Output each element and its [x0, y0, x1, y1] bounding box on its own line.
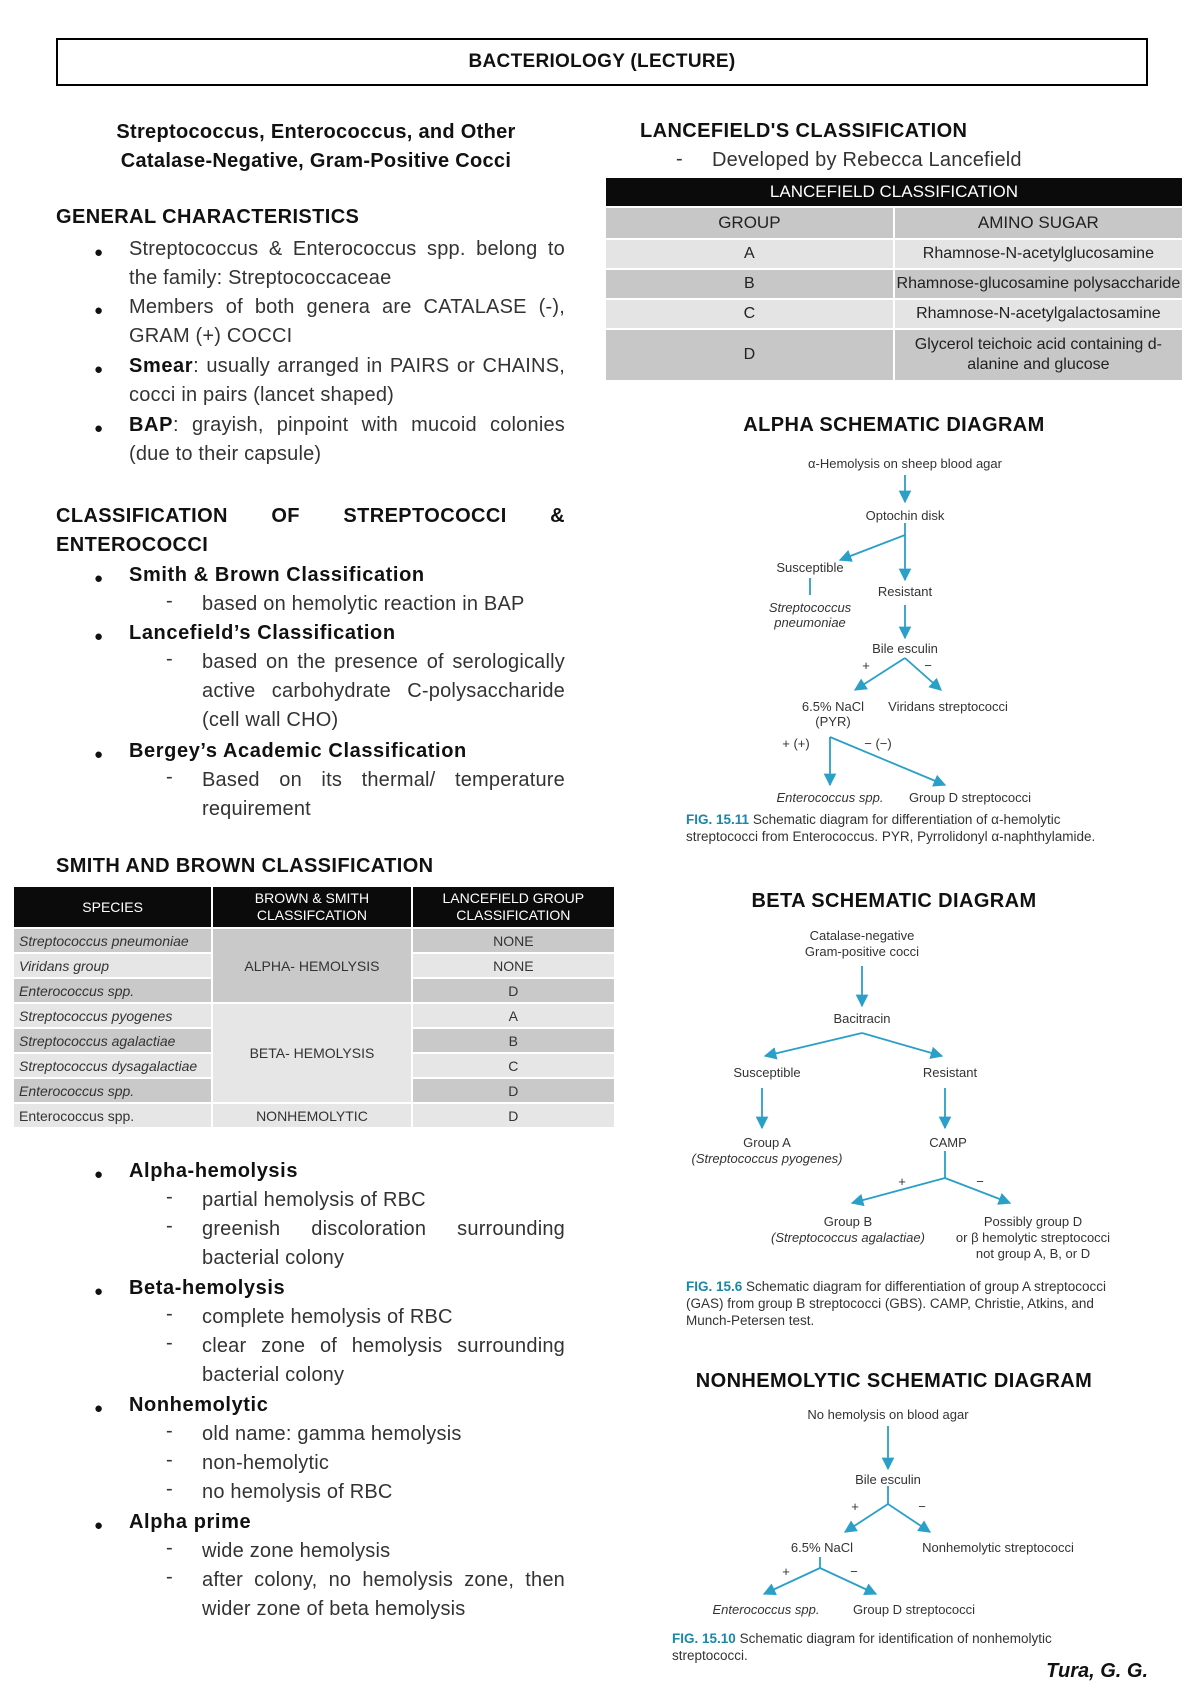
document-title-line2: Catalase-Negative, Gram-Positive Cocci [120, 150, 512, 172]
alpha-node-groupd: Group D streptococci [908, 790, 1032, 805]
alpha-caption [686, 811, 1106, 845]
hemolysis-beta-sub-1: complete hemolysis of RBC [202, 1306, 453, 1328]
nonhemo-node-entero: Enterococcus spp. [712, 1602, 820, 1617]
alpha-node-entero: Enterococcus spp. [776, 790, 884, 805]
beta-heading: BETA SCHEMATIC DIAGRAM [751, 890, 1037, 912]
lt-group-cell: C [605, 299, 894, 329]
bullet-icon: ● [94, 302, 104, 319]
lt-group-cell: B [605, 269, 894, 299]
smith-brown-table [12, 885, 616, 1129]
sb-group-cell: D [412, 1103, 615, 1128]
sb-group-cell: B [412, 1028, 615, 1053]
general-item-4 [129, 411, 565, 469]
lancefield-table-title: LANCEFIELD CLASSIFICATION [605, 177, 1183, 207]
beta-caption-fig: FIG. 15.6 [686, 1279, 743, 1294]
alpha-arrow [840, 535, 905, 560]
hemolysis-alpha-label: Alpha-hemolysis [129, 1160, 299, 1182]
alpha-node-top: α-Hemolysis on sheep blood agar [808, 456, 1002, 471]
alpha-arrow [905, 658, 941, 690]
dash-marker: - [166, 648, 173, 670]
bullet-icon: ● [94, 628, 104, 645]
sb-species-cell: Viridans group [13, 953, 212, 978]
nonhemo-diagram [600, 1404, 1160, 1624]
sb-species-cell: Streptococcus dysagalactiae [13, 1053, 212, 1078]
hemolysis-beta-sub-2: clear zone of hemolysis surrounding bacterial colony [202, 1335, 565, 1386]
hemolysis-non-sub-2: non-hemolytic [202, 1452, 330, 1474]
beta-node-possibly1: Possibly group D [983, 1214, 1083, 1229]
beta-node-camp: CAMP [929, 1135, 967, 1150]
nonhemo-plus: + [851, 1499, 859, 1514]
beta-plus: + [898, 1174, 906, 1189]
general-heading: GENERAL CHARACTERISTICS [56, 206, 360, 228]
nonhemo-arrow [820, 1568, 876, 1594]
classification-item-3: Bergey’s Academic Classification [129, 740, 467, 762]
nonhemo-node-top: No hemolysis on blood agar [807, 1407, 969, 1422]
header-banner [56, 38, 1148, 86]
lt-sugar-cell: Rhamnose-N-acetylgalactosamine [894, 299, 1183, 329]
beta-node-groupb2: (Streptococcus agalactiae) [771, 1230, 925, 1245]
alpha-caption-fig: FIG. 15.11 [686, 812, 750, 827]
classification-item-2-sub: based on the presence of serologically active carbohydrate C-polysaccharide (cell wall CHO) [202, 651, 565, 731]
alpha-minus: − [924, 658, 932, 673]
lancefield-note: Developed by Rebecca Lancefield [712, 149, 1022, 171]
beta-arrow [862, 1033, 942, 1056]
dash-marker: - [166, 1478, 173, 1500]
sb-species-cell: Streptococcus agalactiae [13, 1028, 212, 1053]
smith-brown-heading: SMITH AND BROWN CLASSIFICATION [56, 855, 434, 877]
bullet-icon: ● [94, 1517, 104, 1534]
lt-sugar-cell: Glycerol teichoic acid containing d-alanine and glucose [894, 329, 1183, 381]
nonhemo-minus: − [918, 1499, 926, 1514]
lt-group-cell: D [605, 329, 894, 381]
classification-item-3-sub: Based on its thermal/ temperature requirement [202, 769, 565, 820]
alpha-heading: ALPHA SCHEMATIC DIAGRAM [743, 414, 1045, 436]
sb-species-cell: Streptococcus pyogenes [13, 1003, 212, 1028]
beta-node-resistant: Resistant [922, 1065, 978, 1080]
sb-hemolysis-cell: NONHEMOLYTIC [212, 1103, 411, 1128]
beta-node-groupa: Group A [743, 1135, 791, 1150]
nonhemo-caption [672, 1630, 1122, 1664]
beta-node-top1: Catalase-negative [809, 928, 915, 943]
sb-col-species: SPECIES [13, 886, 212, 928]
hemolysis-non-sub-1: old name: gamma hemolysis [202, 1423, 462, 1445]
sb-group-cell: C [412, 1053, 615, 1078]
dash-marker: - [166, 1215, 173, 1237]
alpha-node-optochin: Optochin disk [865, 508, 945, 523]
alpha-node-resistant: Resistant [877, 584, 933, 599]
beta-node-possibly3: not group A, B, or D [975, 1246, 1091, 1261]
sb-group-cell: NONE [412, 928, 615, 953]
hemolysis-prime-sub-1: wide zone hemolysis [202, 1540, 391, 1562]
nonhemo-plus2: + [782, 1564, 790, 1579]
document-title [96, 118, 536, 176]
sb-species-cell: Streptococcus pneumoniae [13, 928, 212, 953]
dash-marker: - [166, 1303, 173, 1325]
document-title-line1: Streptococcus, Enterococcus, and Other [116, 121, 516, 143]
dash-marker: - [166, 766, 173, 788]
beta-caption [686, 1278, 1106, 1329]
dash-marker: - [166, 1449, 173, 1471]
alpha-node-viridans: Viridans streptococci [888, 699, 1008, 714]
alpha-node-spn1: Streptococcus [768, 600, 852, 615]
lt-col-group: GROUP [605, 207, 894, 239]
beta-node-groupb: Group B [823, 1214, 873, 1229]
sb-group-cell: A [412, 1003, 615, 1028]
alpha-node-bile: Bile esculin [872, 641, 938, 656]
bullet-icon: ● [94, 746, 104, 763]
nonhemo-node-nacl: 6.5% NaCl [790, 1540, 854, 1555]
bullet-icon: ● [94, 244, 104, 261]
sb-species-cell: Enterococcus spp. [13, 978, 212, 1003]
dash-marker: - [166, 1566, 173, 1588]
classification-item-1: Smith & Brown Classification [129, 564, 425, 586]
beta-node-groupa2: (Streptococcus pyogenes) [691, 1151, 843, 1166]
alpha-diagram [600, 450, 1160, 810]
sb-group-cell: D [412, 1078, 615, 1103]
nonhemo-heading: NONHEMOLYTIC SCHEMATIC DIAGRAM [695, 1370, 1093, 1392]
general-item-3 [129, 352, 565, 410]
classification-item-1-sub: based on hemolytic reaction in BAP [202, 593, 525, 615]
general-item-3-lead: Smear [129, 355, 194, 377]
classification-item-2: Lancefield’s Classification [129, 622, 396, 644]
hemolysis-prime-sub-2: after colony, no hemolysis zone, then wider zone of beta hemolysis [202, 1569, 565, 1620]
general-item-4-lead: BAP [129, 414, 174, 436]
header-title: BACTERIOLOGY (LECTURE) [468, 51, 736, 72]
hemolysis-non-sub-3: no hemolysis of RBC [202, 1481, 393, 1503]
bullet-icon: ● [94, 570, 104, 587]
beta-node-susceptible: Susceptible [733, 1065, 801, 1080]
nonhemo-node-bile: Bile esculin [855, 1472, 921, 1487]
lancefield-heading: LANCEFIELD'S CLASSIFICATION [640, 120, 968, 142]
alpha-node-susceptible: Susceptible [776, 560, 844, 575]
dash-marker: - [676, 148, 683, 170]
alpha-node-nacl1: 6.5% NaCl [801, 699, 865, 714]
beta-diagram [600, 926, 1160, 1264]
bullet-icon: ● [94, 1400, 104, 1417]
lt-group-cell: A [605, 239, 894, 269]
nonhemo-caption-fig: FIG. 15.10 [672, 1631, 736, 1646]
general-item-1: Streptococcus & Enterococcus spp. belong to the family: Streptococcaceae [129, 238, 565, 289]
general-item-4-text: : grayish, pinpoint with mucoid colonies (due to their capsule) [129, 414, 565, 465]
beta-node-possibly2: or β hemolytic streptococci [955, 1230, 1111, 1245]
nonhemo-node-groupd: Group D streptococci [852, 1602, 976, 1617]
alpha-node-spn2: pneumoniae [774, 615, 846, 630]
beta-caption-text: Schematic diagram for differentiation of group A streptococci (GAS) from group B streptococci (GBS). CAMP, Christie, Atkins, and Munch-Petersen test. [686, 1279, 1106, 1328]
alpha-plus2: + (+) [782, 736, 810, 751]
sb-group-cell: NONE [412, 953, 615, 978]
general-item-3-text: : usually arranged in PAIRS or CHAINS, cocci in pairs (lancet shaped) [129, 355, 565, 406]
alpha-node-nacl2: (PYR) [815, 714, 851, 729]
bullet-icon: ● [94, 1283, 104, 1300]
lt-col-amino: AMINO SUGAR [894, 207, 1183, 239]
sb-hemolysis-cell: ALPHA- HEMOLYSIS [212, 928, 411, 1003]
bullet-icon: ● [94, 420, 104, 437]
nonhemo-minus2: − [850, 1564, 858, 1579]
beta-minus: − [976, 1174, 984, 1189]
bullet-icon: ● [94, 361, 104, 378]
dash-marker: - [166, 1537, 173, 1559]
hemolysis-non-label: Nonhemolytic [129, 1394, 269, 1416]
hemolysis-alpha-sub-2: greenish discoloration surrounding bacterial colony [202, 1218, 565, 1269]
alpha-caption-text: Schematic diagram for differentiation of α-hemolytic streptococci from Enterococcus. PYR, Pyrrolidonyl α-naphthylamide. [686, 812, 1096, 844]
dash-marker: - [166, 1186, 173, 1208]
lancefield-table [604, 176, 1184, 382]
sb-col-lancefield: LANCEFIELD GROUP CLASSIFICATION [412, 886, 615, 928]
beta-node-bacitracin: Bacitracin [833, 1011, 891, 1026]
hemolysis-beta-label: Beta-hemolysis [129, 1277, 286, 1299]
sb-hemolysis-cell: BETA- HEMOLYSIS [212, 1003, 411, 1103]
general-item-2: Members of both genera are CATALASE (-), GRAM (+) COCCI [129, 296, 565, 347]
nonhemo-arrow [764, 1568, 820, 1594]
author-signature: Tura, G. G. [1046, 1660, 1148, 1682]
sb-col-brown-smith: BROWN & SMITH CLASSIFCATION [212, 886, 411, 928]
alpha-minus2: − (−) [864, 736, 892, 751]
hemolysis-prime-label: Alpha prime [129, 1511, 252, 1533]
dash-marker: - [166, 1420, 173, 1442]
bullet-icon: ● [94, 1166, 104, 1183]
alpha-plus: + [862, 658, 870, 673]
nonhemo-caption-text: Schematic diagram for identification of nonhemolytic streptococci. [672, 1631, 1052, 1663]
classification-heading: CLASSIFICATION OF STREPTOCOCCI & ENTEROCOCCI [56, 505, 565, 556]
sb-group-cell: D [412, 978, 615, 1003]
dash-marker: - [166, 1332, 173, 1354]
nonhemo-node-nonhemo: Nonhemolytic streptococci [922, 1540, 1074, 1555]
lt-sugar-cell: Rhamnose-glucosamine polysaccharide [894, 269, 1183, 299]
beta-node-top2: Gram-positive cocci [804, 944, 920, 959]
lt-sugar-cell: Rhamnose-N-acetylglucosamine [894, 239, 1183, 269]
hemolysis-alpha-sub-1: partial hemolysis of RBC [202, 1189, 426, 1211]
sb-species-cell: Enterococcus spp. [13, 1078, 212, 1103]
dash-marker: - [166, 590, 173, 612]
sb-species-cell: Enterococcus spp. [13, 1103, 212, 1128]
beta-arrow [765, 1033, 862, 1056]
